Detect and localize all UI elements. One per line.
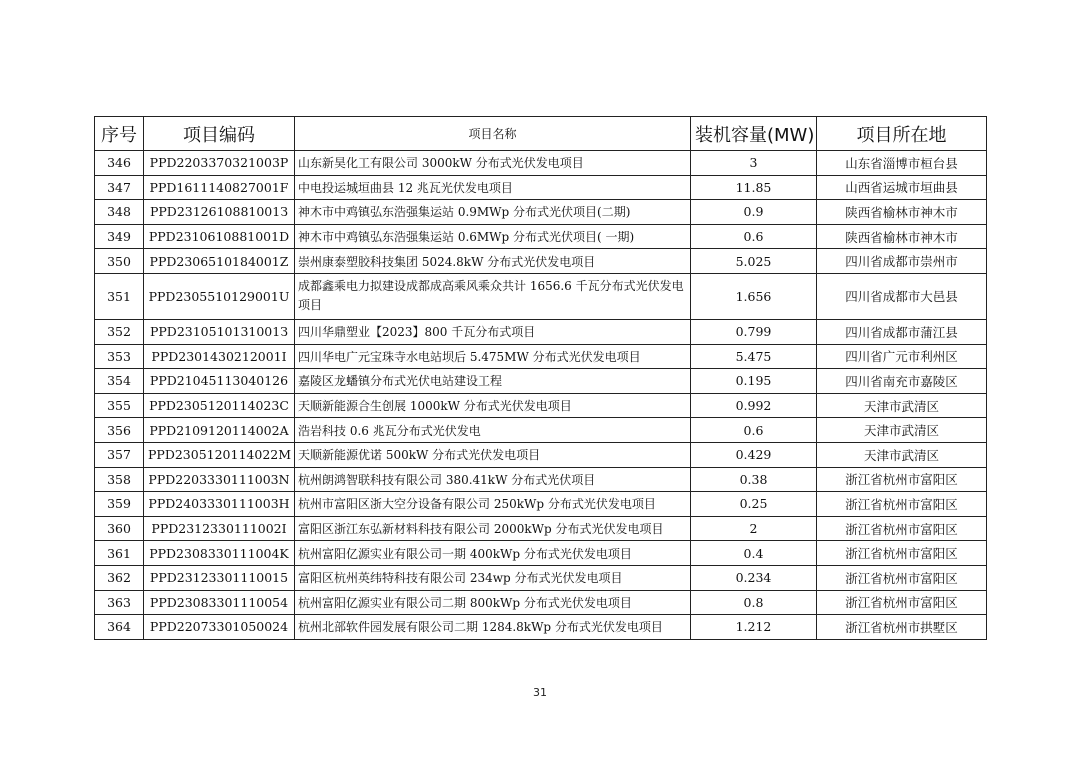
cell-location: 天津市武清区 (817, 442, 987, 467)
cell-location: 山东省淄博市桓台县 (817, 151, 987, 176)
cell-capacity: 0.4 (691, 541, 817, 566)
cell-name: 天顺新能源优诺 500kW 分布式光伏发电项目 (295, 442, 691, 467)
table-row (95, 151, 987, 176)
cell-capacity: 0.799 (691, 319, 817, 344)
cell-location: 浙江省杭州市富阳区 (817, 590, 987, 615)
table-row (95, 344, 987, 369)
cell-seq: 360 (95, 516, 144, 541)
cell-code: PPD2109120114002A (144, 418, 295, 443)
cell-location: 陕西省榆林市神木市 (817, 200, 987, 225)
header-code: 项目编码 (144, 117, 295, 151)
cell-name: 杭州市富阳区浙大空分设备有限公司 250kWp 分布式光伏发电项目 (295, 492, 691, 517)
cell-code: PPD22073301050024 (144, 615, 295, 640)
cell-name: 天顺新能源合生创展 1000kW 分布式光伏发电项目 (295, 393, 691, 418)
cell-code: PPD2203330111003N (144, 467, 295, 492)
header-seq: 序号 (95, 117, 144, 151)
cell-location: 四川省成都市蒲江县 (817, 319, 987, 344)
cell-seq: 347 (95, 175, 144, 200)
cell-location: 浙江省杭州市富阳区 (817, 492, 987, 517)
cell-capacity: 5.475 (691, 344, 817, 369)
cell-name: 杭州朗鸿智联科技有限公司 380.41kW 分布式光伏项目 (295, 467, 691, 492)
cell-capacity: 0.8 (691, 590, 817, 615)
cell-capacity: 3 (691, 151, 817, 176)
cell-code: PPD2403330111003H (144, 492, 295, 517)
cell-code: PPD2305120114022M (144, 442, 295, 467)
cell-capacity: 0.38 (691, 467, 817, 492)
cell-name: 嘉陵区龙蟠镇分布式光伏电站建设工程 (295, 369, 691, 394)
cell-seq: 354 (95, 369, 144, 394)
cell-name: 富阳区浙江东弘新材料科技有限公司 2000kWp 分布式光伏发电项目 (295, 516, 691, 541)
page-number: 31 (533, 686, 547, 699)
table-header (95, 117, 987, 151)
cell-code: PPD23123301110015 (144, 565, 295, 590)
cell-seq: 363 (95, 590, 144, 615)
cell-location: 四川省成都市崇州市 (817, 249, 987, 274)
cell-name: 杭州富阳亿源实业有限公司二期 800kWp 分布式光伏发电项目 (295, 590, 691, 615)
table-row (95, 516, 987, 541)
cell-name: 四川华鼎塑业【2023】800 千瓦分布式项目 (295, 319, 691, 344)
cell-name: 杭州北部软件园发展有限公司二期 1284.8kWp 分布式光伏发电项目 (295, 615, 691, 640)
cell-seq: 349 (95, 224, 144, 249)
cell-capacity: 0.6 (691, 418, 817, 443)
cell-code: PPD2308330111004K (144, 541, 295, 566)
cell-code: PPD2312610881001З (144, 200, 295, 225)
table-row (95, 200, 987, 225)
cell-capacity: 2 (691, 516, 817, 541)
table-body (95, 151, 987, 640)
cell-seq: 351 (95, 273, 144, 319)
cell-location: 浙江省杭州市拱墅区 (817, 615, 987, 640)
cell-location: 四川省成都市大邑县 (817, 273, 987, 319)
table-row (95, 224, 987, 249)
cell-seq: 357 (95, 442, 144, 467)
cell-location: 天津市武清区 (817, 393, 987, 418)
cell-capacity: 0.25 (691, 492, 817, 517)
table-row (95, 249, 987, 274)
cell-name: 山东新昊化工有限公司 3000kW 分布式光伏发电项目 (295, 151, 691, 176)
table-row (95, 467, 987, 492)
cell-location: 四川省广元市利州区 (817, 344, 987, 369)
table-row (95, 393, 987, 418)
table-row (95, 541, 987, 566)
cell-code: PPD2305510129001U (144, 273, 295, 319)
cell-location: 四川省南充市嘉陵区 (817, 369, 987, 394)
cell-code: PPD23083301110054 (144, 590, 295, 615)
cell-capacity: 1.212 (691, 615, 817, 640)
cell-capacity: 0.195 (691, 369, 817, 394)
table-row (95, 442, 987, 467)
table-row (95, 273, 987, 319)
cell-seq: 359 (95, 492, 144, 517)
cell-seq: 352 (95, 319, 144, 344)
cell-name: 富阳区杭州英纬特科技有限公司 234wp 分布式光伏发电项目 (295, 565, 691, 590)
cell-seq: 361 (95, 541, 144, 566)
cell-code: PPD21045113040126 (144, 369, 295, 394)
table-row (95, 319, 987, 344)
cell-name: 神木市中鸡镇弘东浩强集运站 0.6MWp 分布式光伏项目( 一期) (295, 224, 691, 249)
cell-seq: 364 (95, 615, 144, 640)
cell-location: 浙江省杭州市富阳区 (817, 565, 987, 590)
cell-seq: 353 (95, 344, 144, 369)
header-capacity: 装机容量(MW) (691, 117, 817, 151)
cell-location: 浙江省杭州市富阳区 (817, 516, 987, 541)
cell-seq: 356 (95, 418, 144, 443)
table-row (95, 565, 987, 590)
table-row (95, 369, 987, 394)
cell-code: PPD2203370321003P (144, 151, 295, 176)
project-table (94, 116, 987, 640)
cell-code: PPD1611140827001F (144, 175, 295, 200)
cell-capacity: 0.6 (691, 224, 817, 249)
cell-seq: 348 (95, 200, 144, 225)
cell-name: 崇州康泰塑胶科技集团 5024.8kW 分布式光伏发电项目 (295, 249, 691, 274)
cell-location: 陕西省榆林市神木市 (817, 224, 987, 249)
cell-code: PPD2312330111002I (144, 516, 295, 541)
cell-code: PPD2305120114023C (144, 393, 295, 418)
header-location: 项目所在地 (817, 117, 987, 151)
cell-code: PPD2306510184001Z (144, 249, 295, 274)
table-row (95, 590, 987, 615)
cell-location: 天津市武清区 (817, 418, 987, 443)
header-row (95, 117, 987, 151)
cell-name: 四川华电广元宝珠寺水电站坝后 5.475MW 分布式光伏发电项目 (295, 344, 691, 369)
cell-name: 神木市中鸡镇弘东浩强集运站 0.9MWp 分布式光伏项目(二期) (295, 200, 691, 225)
cell-name: 杭州富阳亿源实业有限公司一期 400kWp 分布式光伏发电项目 (295, 541, 691, 566)
cell-location: 浙江省杭州市富阳区 (817, 467, 987, 492)
table-row (95, 175, 987, 200)
cell-seq: 346 (95, 151, 144, 176)
cell-code: PPD2310510131001З (144, 319, 295, 344)
cell-capacity: 0.992 (691, 393, 817, 418)
cell-location: 山西省运城市垣曲县 (817, 175, 987, 200)
cell-name: 成都鑫乘电力拟建设成都成高乘风乘众共计 1656.6 千瓦分布式光伏发电项目 (295, 273, 691, 319)
cell-capacity: 5.025 (691, 249, 817, 274)
table-row (95, 492, 987, 517)
header-name: 项目名称 (295, 117, 691, 151)
table-row (95, 418, 987, 443)
cell-capacity: 0.429 (691, 442, 817, 467)
cell-seq: 358 (95, 467, 144, 492)
cell-seq: 355 (95, 393, 144, 418)
cell-code: PPD2301430212001I (144, 344, 295, 369)
cell-name: 中电投运城垣曲县 12 兆瓦光伏发电项目 (295, 175, 691, 200)
cell-seq: 362 (95, 565, 144, 590)
cell-capacity: 0.234 (691, 565, 817, 590)
cell-name: 浩岩科技 0.6 兆瓦分布式光伏发电 (295, 418, 691, 443)
cell-capacity: 0.9 (691, 200, 817, 225)
table-row (95, 615, 987, 640)
cell-location: 浙江省杭州市富阳区 (817, 541, 987, 566)
cell-capacity: 11.85 (691, 175, 817, 200)
cell-code: PPD2310610881001D (144, 224, 295, 249)
cell-seq: 350 (95, 249, 144, 274)
cell-capacity: 1.656 (691, 273, 817, 319)
